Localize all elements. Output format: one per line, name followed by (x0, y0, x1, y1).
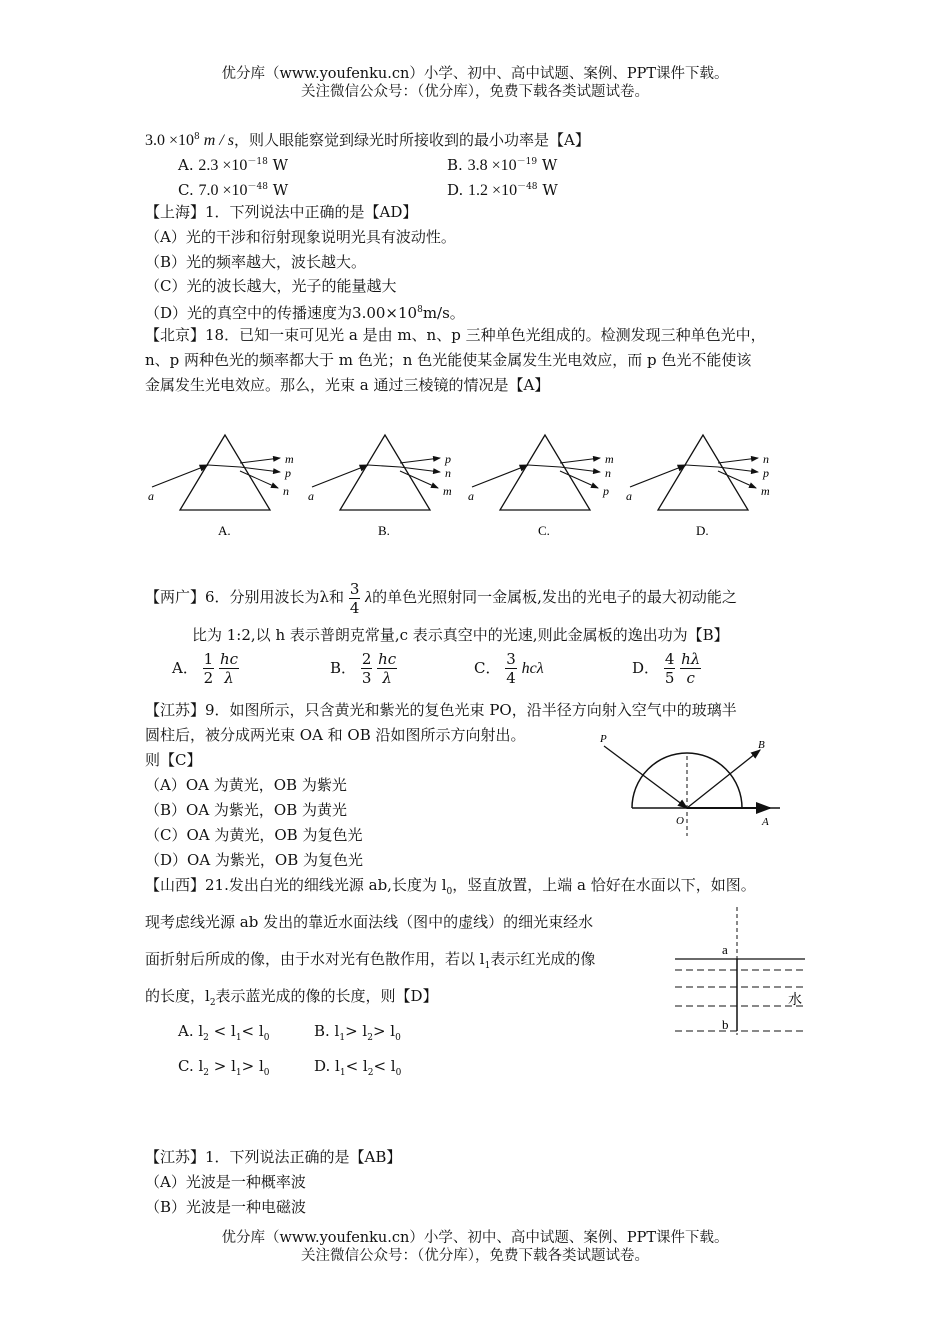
shanghai-option-b: （B）光的频率越大，波长越大。 (145, 253, 367, 271)
shanghai-option-c: （C）光的波长越大，光子的能量越大 (145, 277, 397, 295)
jiangsu1-option-b: （B）光波是一种电磁波 (145, 1198, 307, 1216)
prism-d-ray-2: p (763, 466, 769, 480)
jiangsu9-option-d: （D）OA 为紫光，OB 为复色光 (145, 851, 364, 869)
shanxi-option-a: A. $l_2 < l_1< l_0$ (178, 1022, 270, 1043)
prism-a-ray-1: m (285, 452, 294, 466)
fig-p-label: P (600, 733, 607, 745)
liangguang-line-2: 比为 1:2,以 h 表示普朗克常量,c 表示真空中的光速,则此金属板的逸出功为【B】 (192, 626, 729, 644)
semicircle-figure (590, 728, 790, 838)
prism-c-incident-label: a (468, 489, 474, 503)
jiangsu9-option-c: （C）OA 为黄光，OB 为复色光 (145, 826, 363, 844)
q0-option-d: D. $1.2 \times 10^{-48}$ W (447, 181, 558, 199)
prism-d-ray-1: n (763, 452, 769, 466)
shanxi-option-d: D. $l_1< l_2< l_0$ (314, 1057, 402, 1078)
footer-line-2: 关注微信公众号：（优分库），免费下载各类试题试卷。 (301, 1248, 649, 1264)
shanxi-line-3: 面折射后所成的像，由于水对光有色散作用，若以 $l_1$表示红光成的像 (145, 950, 596, 971)
q0-stem: $3.0 \times 10^8$ m / s，则人眼能察觉到绿光时所接收到的最小功率是【A】 (145, 131, 590, 149)
prism-c-ray-3: p (603, 484, 609, 498)
jiangsu1-option-a: （A）光波是一种概率波 (145, 1173, 306, 1191)
prism-b (308, 435, 452, 538)
fig-b-label: B (758, 739, 765, 751)
prism-b-ray-1: p (445, 452, 451, 466)
frac-three-quarters: $\frac{3}{4}$ (349, 579, 360, 617)
header-line-1: 优分库（www.youfenku.cn）小学、初中、高中试题、案例、PPT课件下载。 (221, 66, 729, 82)
prism-d-incident-label: a (626, 489, 632, 503)
fig-o-label: O (676, 815, 684, 827)
q0-option-c: C. $7.0 \times 10^{-48}$ W (178, 181, 289, 199)
jiangsu1-stem: 【江苏】1．下列说法正确的是【AB】 (145, 1148, 402, 1166)
prism-c-ray-1: m (605, 452, 614, 466)
jiangsu9-option-a: （A）OA 为黄光，OB 为紫光 (145, 776, 347, 794)
fig-a-end: a (722, 942, 728, 957)
prism-b-incident-label: a (308, 489, 314, 503)
beijing-line-2: n、p 两种色光的频率都大于 m 色光；n 色光能使某金属发生光电效应，而 p 色光不能使该 (145, 351, 752, 369)
shanxi-line-1: 【山西】21.发出白光的细线光源 ab,长度为 $l_0$，竖直放置，上端 a 恰好在水面以下，如图。 (145, 876, 756, 897)
prism-d-label: D. (696, 523, 709, 538)
liangguang-line-1: 【两广】6．分别用波长为λ和 $\frac{3}{4}$ λ的单色光照射同一金属板,发出的光电子的最大初动能之 (145, 579, 737, 617)
header-line-2: 关注微信公众号：（优分库），免费下载各类试题试卷。 (301, 84, 649, 100)
prism-c-label: C. (538, 523, 550, 538)
shanghai-option-d: （D）光的真空中的传播速度为$3.00\times 10^8m/s$。 (145, 304, 465, 322)
prism-a-ray-3: n (283, 484, 289, 498)
prism-a-incident-label: a (148, 489, 154, 503)
prism-a (148, 435, 294, 538)
prism-a-ray-2: p (285, 466, 291, 480)
prism-figure (140, 425, 820, 545)
beijing-line-1: 【北京】18．已知一束可见光 a 是由 m、n、p 三种单色光组成的。检测发现三种单色光中， (145, 326, 766, 344)
shanghai-stem: 【上海】1．下列说法中正确的是【AD】 (145, 203, 418, 221)
beijing-line-3: 金属发生光电效应。那么，光束 a 通过三棱镜的情况是【A】 (145, 376, 550, 394)
prism-b-ray-3: m (443, 484, 452, 498)
water-figure (670, 905, 810, 1037)
prism-c-ray-2: n (605, 466, 611, 480)
shanxi-line-2: 现考虑线光源 ab 发出的靠近水面法线（图中的虚线）的细光束经水 (145, 913, 594, 931)
fig-b-end: b (722, 1017, 729, 1032)
q0-option-b: B. $3.8 \times 10^{-19}$ W (447, 156, 558, 174)
fig-water-label: 水 (788, 993, 802, 1008)
shanghai-option-a: （A）光的干涉和衍射现象说明光具有波动性。 (145, 228, 456, 246)
liangguang-option-c: C． $\frac{3}{4}$ hcλ (474, 650, 544, 687)
liangguang-option-d: D． $\frac{4}{5}$ $\frac{h\lambda}{c}$ (632, 650, 701, 687)
fig-a-label: A (762, 816, 769, 828)
footer-line-1: 优分库（www.youfenku.cn）小学、初中、高中试题、案例、PPT课件下载。 (221, 1230, 729, 1246)
shanxi-option-b: B. $l_1> l_2> l_0$ (314, 1022, 401, 1043)
prism-b-label: B. (378, 523, 390, 538)
jiangsu9-line-2: 圆柱后，被分成两光束 OA 和 OB 沿如图所示方向射出。 (145, 726, 526, 744)
prism-d (626, 435, 770, 538)
liangguang-option-b: B． $\frac{2}{3}$ $\frac{hc}{\lambda}$ (330, 650, 397, 687)
q0-option-a: A. $2.3 \times 10^{-18}$ W (178, 156, 289, 174)
prism-c (468, 435, 614, 538)
prism-d-ray-3: m (761, 484, 770, 498)
shanxi-line-4: 的长度，$l_2$表示蓝光成的像的长度，则【D】 (145, 987, 438, 1008)
jiangsu9-line-3: 则【C】 (145, 751, 202, 769)
liangguang-option-a: A． $\frac{1}{2}$ $\frac{hc}{\lambda}$ (172, 650, 239, 687)
jiangsu9-option-b: （B）OA 为紫光，OB 为黄光 (145, 801, 348, 819)
shanxi-option-c: C. $l_2 > l_1> l_0$ (178, 1057, 270, 1078)
prism-b-ray-2: n (445, 466, 451, 480)
prism-a-label: A. (218, 523, 231, 538)
jiangsu9-line-1: 【江苏】9．如图所示，只含黄光和紫光的复色光束 PO，沿半径方向射入空气中的玻璃半 (145, 701, 737, 719)
